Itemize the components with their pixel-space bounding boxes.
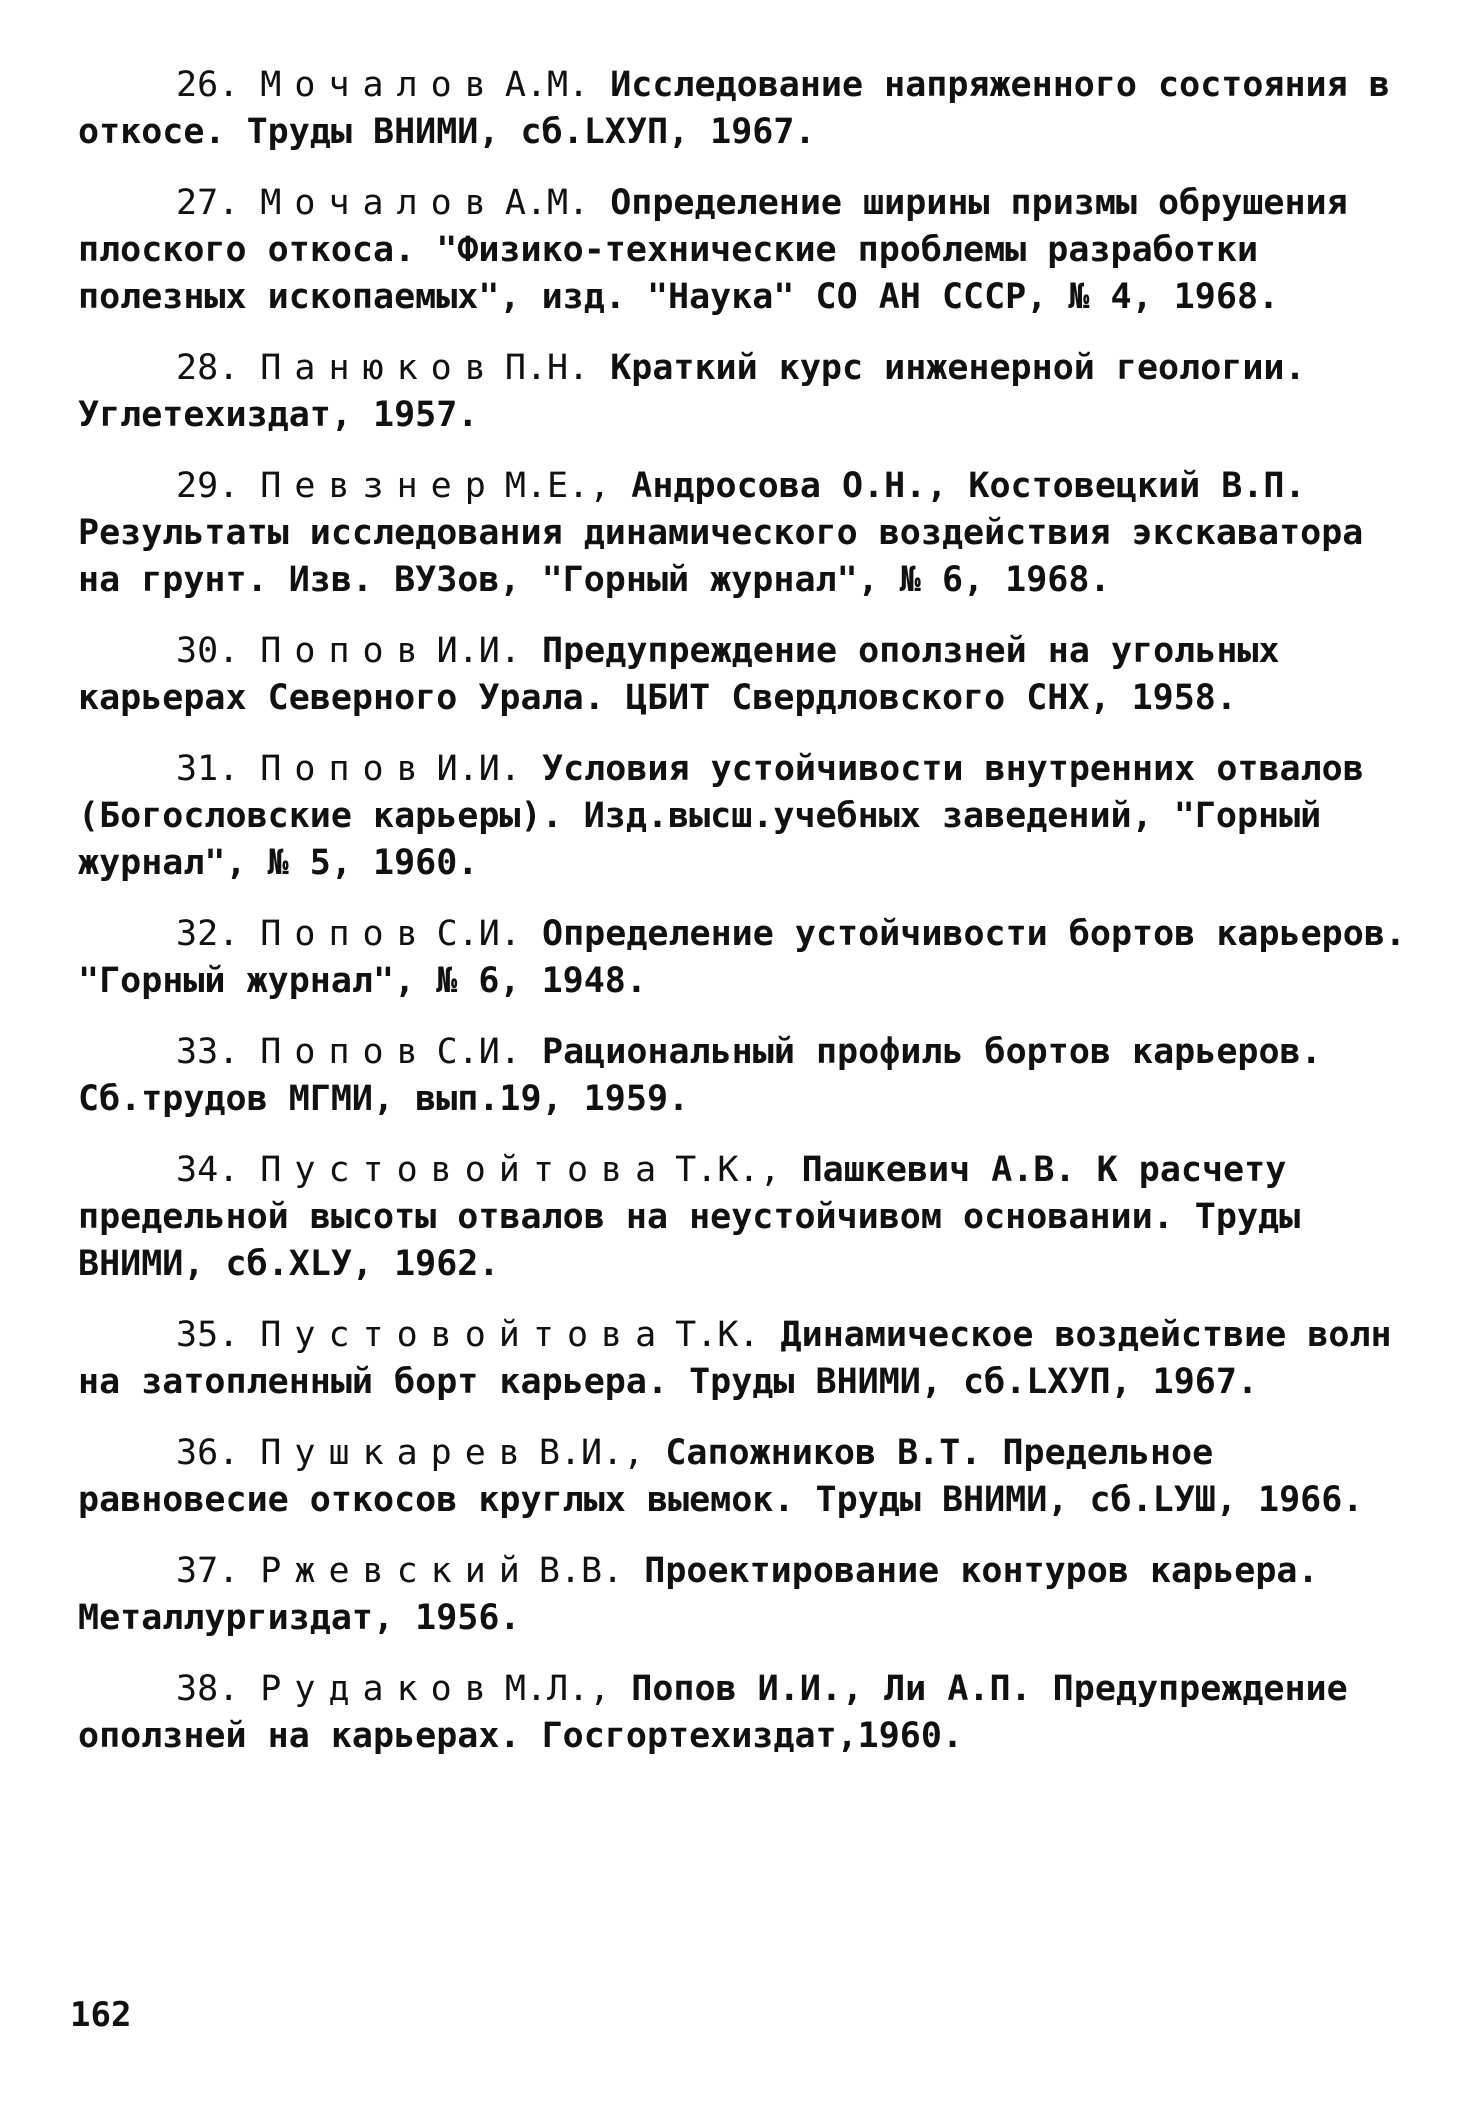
reference-number: 32. [176, 914, 240, 954]
reference-author: Пушкарев [260, 1433, 533, 1473]
reference-initials: М.Е., [504, 466, 611, 506]
reference-author: Мочалов [260, 65, 499, 105]
reference-initials: П.Н. [504, 348, 590, 388]
reference-author: Рудаков [260, 1669, 499, 1709]
reference-initials: И.И. [436, 631, 521, 671]
reference-text: Рациональный профиль бортов карьеров. Сб.трудов МГМИ, вып.19, 1959. [78, 1032, 1322, 1119]
reference-number: 34. [176, 1150, 240, 1190]
reference-entry [78, 1666, 1418, 1760]
reference-entry [78, 1147, 1418, 1288]
reference-entry [78, 1430, 1418, 1524]
reference-text: Сапожников В.Т. Предельное равновесие откосов круглых выемок. Труды ВНИМИ, сб.LУШ, 1966. [78, 1433, 1364, 1520]
reference-entry [78, 180, 1418, 321]
reference-number: 28. [176, 348, 240, 388]
reference-number: 33. [176, 1032, 240, 1072]
reference-text: Динамическое воздействие волн на затопленный борт карьера. Труды ВНИМИ, сб.LXУП, 1967. [78, 1315, 1392, 1402]
reference-text: Попов И.И., Ли А.П. Предупреждение оползней на карьерах. Госгортехиздат,1960. [78, 1669, 1348, 1756]
reference-text: Определение устойчивости бортов карьеров. "Горный журнал", № 6, 1948. [78, 914, 1406, 1001]
reference-number: 38. [176, 1669, 240, 1709]
reference-number: 35. [176, 1315, 240, 1355]
reference-number: 31. [176, 749, 240, 789]
reference-entry [78, 628, 1418, 722]
reference-author: Попов [260, 914, 431, 954]
page-number: 162 [70, 1995, 132, 2035]
reference-text: Определение ширины призмы обрушения плоского откоса. "Физико-технические проблемы разработки полезных ископаемых", изд. "Наука" СО АН СССР, № 4, 1968. [78, 183, 1348, 317]
reference-initials: В.И., [538, 1433, 645, 1473]
reference-entry [78, 1312, 1418, 1406]
reference-author: Певзнер [260, 466, 499, 506]
reference-text: Предупреждение оползней на угольных карьерах Северного Урала. ЦБИТ Свердловского СНХ, 1958. [78, 631, 1280, 718]
bibliography-list [78, 62, 1418, 1784]
reference-number: 36. [176, 1433, 240, 1473]
reference-initials: М.Л., [504, 1669, 611, 1709]
reference-initials: С.И. [436, 1032, 521, 1072]
reference-text: Андросова О.Н., Костовецкий В.П. Результаты исследования динамического воздействия экскаватора на грунт. Изв. ВУЗов, "Горный журнал", № 6, 1968. [78, 466, 1364, 600]
reference-text: Краткий курс инженерной геологии. Углетехиздат, 1957. [78, 348, 1306, 435]
reference-initials: А.М. [504, 65, 590, 105]
reference-author: Панюков [260, 348, 499, 388]
reference-number: 37. [176, 1551, 240, 1591]
reference-text: Пашкевич А.В. К расчету предельной высоты отвалов на неустойчивом основании. Труды ВНИМИ, сб.XLУ, 1962. [78, 1150, 1301, 1284]
reference-entry [78, 463, 1418, 604]
reference-entry [78, 746, 1418, 887]
reference-entry [78, 62, 1418, 156]
reference-number: 29. [176, 466, 240, 506]
reference-initials: С.И. [436, 914, 521, 954]
reference-author: Ржевский [260, 1551, 533, 1591]
reference-text: Проектирование контуров карьера. Металлургиздат, 1956. [78, 1551, 1319, 1638]
reference-entry [78, 345, 1418, 439]
reference-author: Попов [260, 631, 431, 671]
reference-author: Мочалов [260, 183, 499, 223]
reference-initials: Т.К., [675, 1150, 781, 1190]
reference-author: Пустовойтова [260, 1315, 670, 1355]
reference-number: 27. [176, 183, 240, 223]
reference-initials: А.М. [504, 183, 590, 223]
reference-author: Попов [260, 1032, 431, 1072]
reference-text: Исследование напряженного состояния в откосе. Труды ВНИМИ, сб.LXУП, 1967. [78, 65, 1390, 152]
reference-number: 26. [176, 65, 240, 105]
reference-initials: И.И. [436, 749, 521, 789]
reference-initials: Т.К. [675, 1315, 760, 1355]
reference-entry [78, 1548, 1418, 1642]
reference-text: Условия устойчивости внутренних отвалов (Богословские карьеры). Изд.высш.учебных заведений, "Горный журнал", № 5, 1960. [78, 749, 1364, 883]
reference-author: Попов [260, 749, 431, 789]
reference-entry [78, 1029, 1418, 1123]
reference-initials: В.В. [538, 1551, 624, 1591]
reference-entry [78, 911, 1418, 1005]
reference-number: 30. [176, 631, 240, 671]
reference-author: Пустовойтова [260, 1150, 670, 1190]
